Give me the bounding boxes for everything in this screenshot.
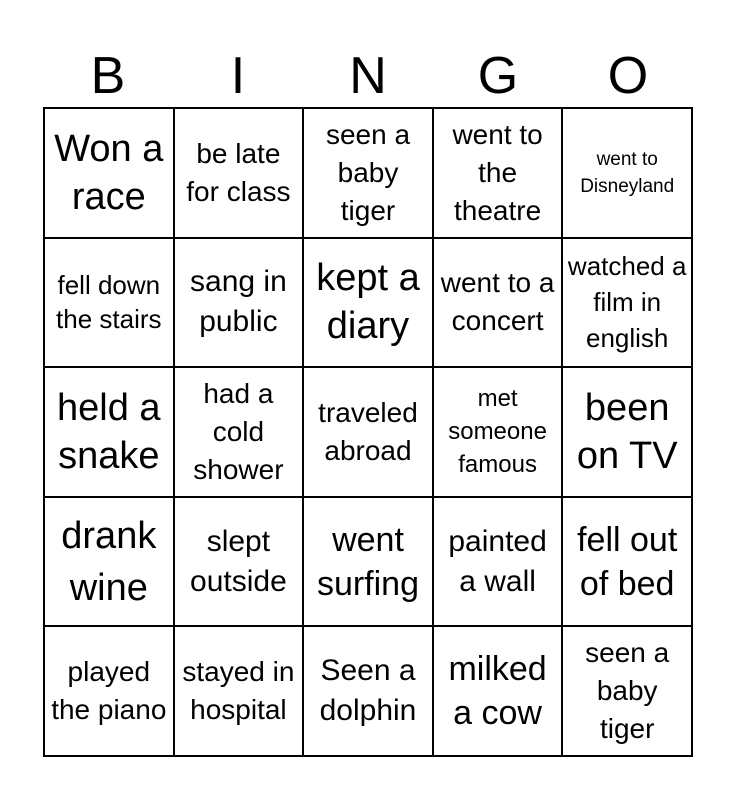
cell-label: went to Disneyland	[580, 148, 675, 197]
bingo-cell-r5c3[interactable]	[303, 626, 433, 756]
bingo-cell-r3c2[interactable]	[174, 367, 304, 497]
bingo-cell-r2c5[interactable]	[562, 238, 692, 368]
bingo-cell-r3c1[interactable]	[44, 367, 174, 497]
bingo-cell-r4c3[interactable]	[303, 497, 433, 627]
bingo-cell-r2c1[interactable]	[44, 238, 174, 368]
cell-label: seen a baby tiger	[585, 637, 670, 745]
cell-label: fell out of bed	[577, 520, 678, 603]
bingo-cell-r1c4[interactable]	[433, 108, 563, 238]
cell-label: milked a cow	[448, 650, 547, 733]
cell-label: traveled abroad	[318, 396, 418, 466]
bingo-cell-r5c5[interactable]	[562, 626, 692, 756]
bingo-cell-r4c1[interactable]	[44, 497, 174, 627]
bingo-cell-r4c4[interactable]	[433, 497, 563, 627]
cell-label: held a snake	[57, 386, 161, 477]
header-letter-o: O	[607, 47, 649, 105]
bingo-cell-r1c2[interactable]	[174, 108, 304, 238]
cell-label: watched a film in english	[567, 251, 687, 354]
bingo-cell-r5c1[interactable]	[44, 626, 174, 756]
header-letter-n: N	[349, 47, 387, 105]
cell-label: be late for class	[186, 137, 291, 207]
cell-label: had a cold shower	[193, 377, 284, 485]
bingo-cell-r3c5[interactable]	[562, 367, 692, 497]
header-letter-b: B	[90, 47, 126, 105]
cell-label: went surfing	[316, 520, 420, 603]
bingo-header	[43, 47, 693, 106]
cell-label: drank wine	[61, 514, 157, 609]
cell-label: stayed in hospital	[182, 656, 295, 726]
cell-label: sang in public	[190, 265, 287, 339]
bingo-cell-r2c4[interactable]	[433, 238, 563, 368]
cell-label: went to a concert	[440, 267, 555, 337]
bingo-cell-r5c2[interactable]	[174, 626, 304, 756]
cell-label: met someone famous	[448, 385, 547, 479]
bingo-cell-r4c5[interactable]	[562, 497, 692, 627]
bingo-cell-r3c3[interactable]	[303, 367, 433, 497]
cell-label: slept outside	[190, 524, 287, 598]
cell-label: painted a wall	[448, 524, 547, 598]
cell-label: went to the theatre	[452, 118, 543, 226]
bingo-cell-r1c3[interactable]	[303, 108, 433, 238]
bingo-cell-r1c5[interactable]	[562, 108, 692, 238]
cell-label: fell down the stairs	[56, 270, 162, 335]
cell-label: kept a diary	[316, 257, 420, 348]
cell-label: seen a baby tiger	[325, 118, 411, 226]
header-letter-i: I	[230, 47, 246, 105]
cell-label: been on TV	[576, 386, 678, 477]
bingo-cell-r2c2[interactable]	[174, 238, 304, 368]
cell-label: Won a race	[54, 127, 164, 218]
cell-label: Seen a dolphin	[319, 654, 417, 728]
bingo-grid	[43, 107, 693, 757]
bingo-cell-r5c4[interactable]	[433, 626, 563, 756]
bingo-cell-r2c3[interactable]	[303, 238, 433, 368]
bingo-cell-r1c1[interactable]	[44, 108, 174, 238]
header-letter-g: G	[477, 47, 519, 105]
bingo-cell-r4c2[interactable]	[174, 497, 304, 627]
bingo-cell-r3c4[interactable]	[433, 367, 563, 497]
cell-label: played the piano	[51, 656, 167, 726]
